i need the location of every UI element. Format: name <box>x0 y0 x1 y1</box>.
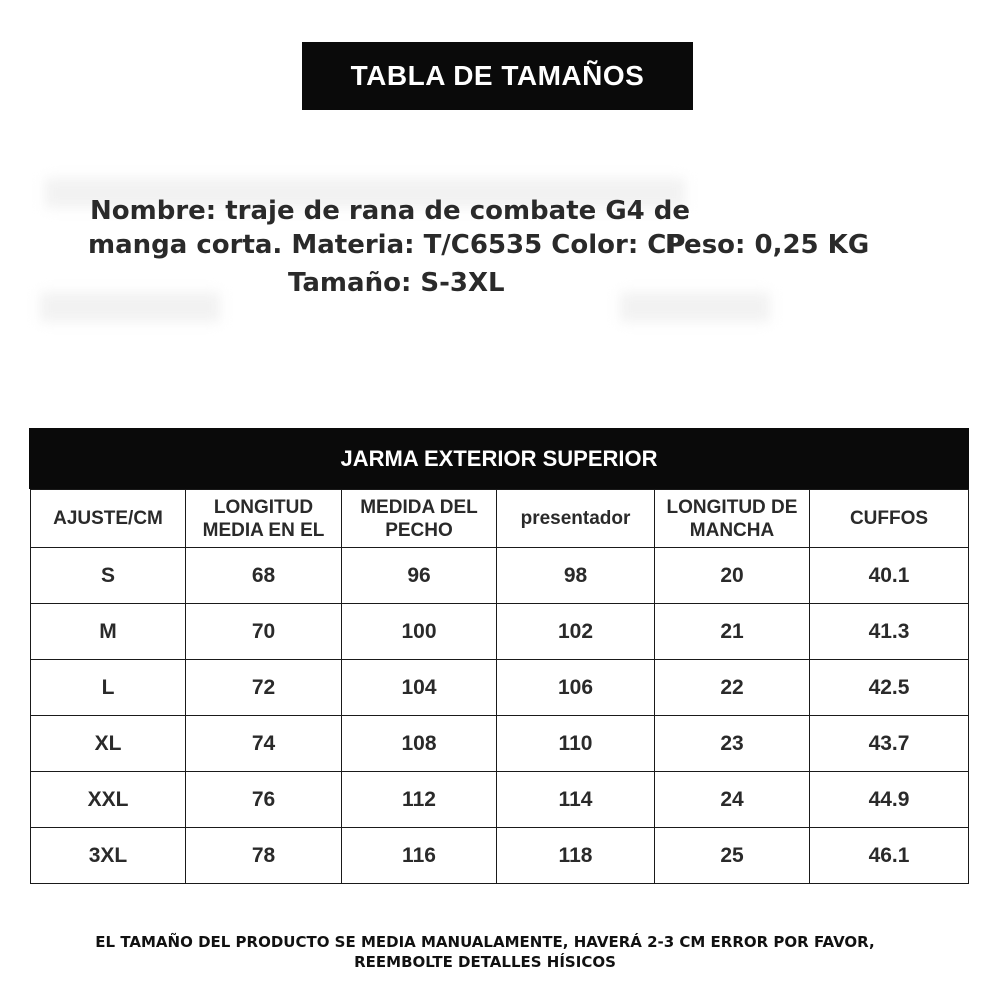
cell-sleeve: 20 <box>655 548 810 604</box>
cell-presenter: 98 <box>497 548 655 604</box>
cell-size: M <box>31 604 186 660</box>
column-header-presenter: presentador <box>497 490 655 548</box>
cell-presenter: 118 <box>497 828 655 884</box>
table-row <box>31 716 969 772</box>
cell-presenter: 110 <box>497 716 655 772</box>
size-table-body <box>31 548 969 884</box>
column-header-cuffs: CUFFOS <box>810 490 969 548</box>
cell-cuffs: 46.1 <box>810 828 969 884</box>
cell-length: 74 <box>186 716 342 772</box>
size-table-caption: JARMA EXTERIOR SUPERIOR <box>29 428 969 489</box>
footer-note-line1: EL TAMAÑO DEL PRODUCTO SE MEDIA MANUALAMENTE, HAVERÁ 2-3 CM ERROR POR FAVOR, <box>95 933 875 951</box>
cell-chest: 108 <box>342 716 497 772</box>
column-header-length <box>186 490 342 548</box>
cell-size: L <box>31 660 186 716</box>
cell-chest: 116 <box>342 828 497 884</box>
cell-cuffs: 42.5 <box>810 660 969 716</box>
column-header-chest-line2: PECHO <box>385 519 453 541</box>
cell-presenter: 114 <box>497 772 655 828</box>
page-title: TABLA DE TAMAÑOS <box>302 42 693 110</box>
product-size-range: Tamaño: S-3XL <box>288 268 505 298</box>
cell-chest: 104 <box>342 660 497 716</box>
cell-chest: 100 <box>342 604 497 660</box>
cell-size: XXL <box>31 772 186 828</box>
cell-cuffs: 41.3 <box>810 604 969 660</box>
footer-note-line2: REEMBOLTE DETALLES HÍSICOS <box>354 953 616 971</box>
product-name-line: Nombre: traje de rana de combate G4 de <box>90 196 691 226</box>
background-smudge <box>620 292 770 322</box>
cell-size: S <box>31 548 186 604</box>
size-table-header-row <box>31 490 969 548</box>
cell-cuffs: 43.7 <box>810 716 969 772</box>
cell-presenter: 106 <box>497 660 655 716</box>
table-row <box>31 772 969 828</box>
product-material-line: manga corta. Materia: T/C6535 Color: CP <box>88 230 686 260</box>
table-row <box>31 604 969 660</box>
cell-chest: 96 <box>342 548 497 604</box>
cell-length: 78 <box>186 828 342 884</box>
footer-note <box>0 932 970 972</box>
cell-size: 3XL <box>31 828 186 884</box>
column-header-chest <box>342 490 497 548</box>
cell-sleeve: 25 <box>655 828 810 884</box>
column-header-chest-line1: MEDIDA DEL <box>360 496 478 518</box>
size-table <box>30 489 969 884</box>
cell-length: 72 <box>186 660 342 716</box>
cell-chest: 112 <box>342 772 497 828</box>
cell-sleeve: 22 <box>655 660 810 716</box>
table-row <box>31 828 969 884</box>
cell-length: 70 <box>186 604 342 660</box>
table-row <box>31 548 969 604</box>
cell-size: XL <box>31 716 186 772</box>
column-header-length-line1: LONGITUD <box>213 496 314 518</box>
background-smudge <box>40 292 220 322</box>
product-weight: Peso: 0,25 KG <box>665 230 870 260</box>
cell-sleeve: 21 <box>655 604 810 660</box>
cell-cuffs: 44.9 <box>810 772 969 828</box>
column-header-length-line2: MEDIA EN EL <box>202 519 325 541</box>
table-row <box>31 660 969 716</box>
cell-sleeve: 24 <box>655 772 810 828</box>
cell-length: 76 <box>186 772 342 828</box>
cell-sleeve: 23 <box>655 716 810 772</box>
cell-cuffs: 40.1 <box>810 548 969 604</box>
cell-presenter: 102 <box>497 604 655 660</box>
column-header-fit: AJUSTE/CM <box>31 490 186 548</box>
cell-length: 68 <box>186 548 342 604</box>
column-header-sleeve: LONGITUD DE MANCHA <box>655 490 810 548</box>
